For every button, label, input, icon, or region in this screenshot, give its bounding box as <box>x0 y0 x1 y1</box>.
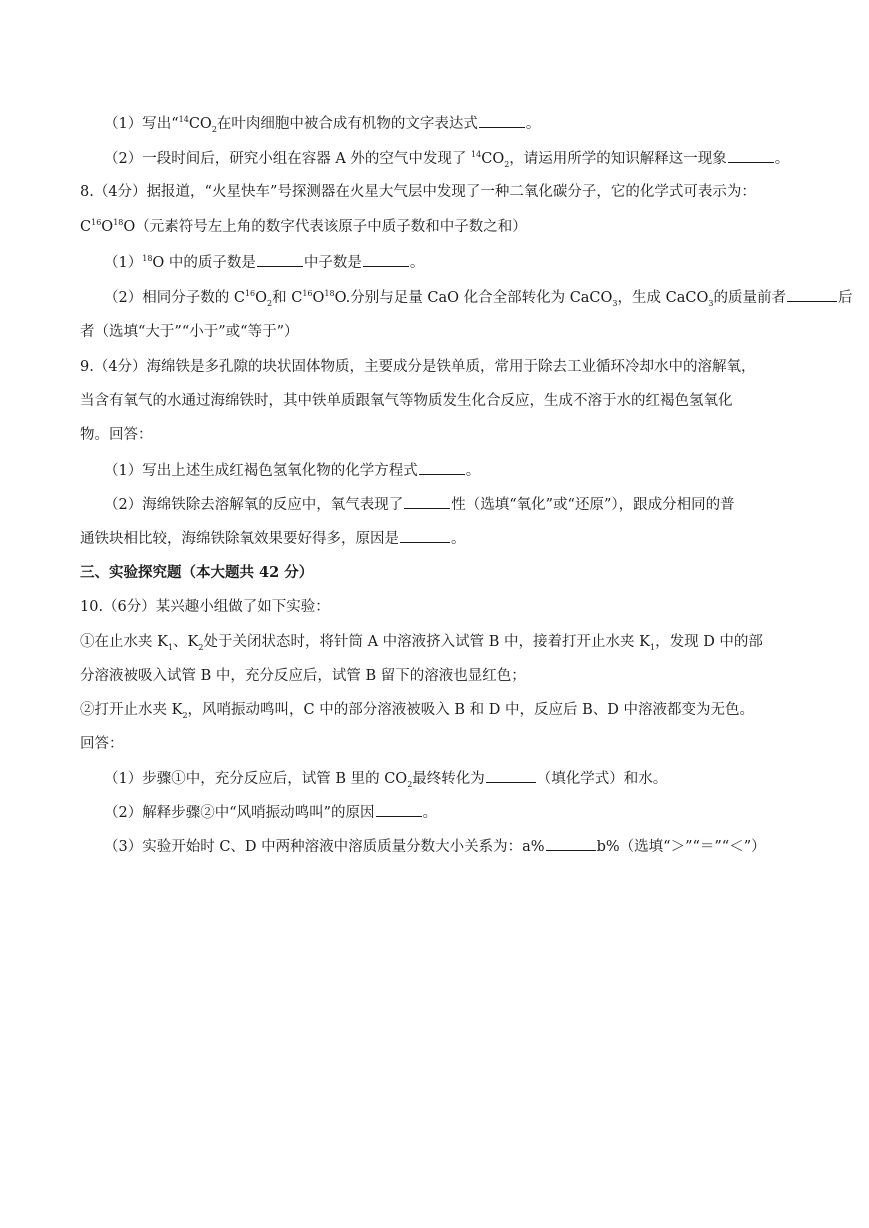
answer-blank[interactable] <box>419 460 465 475</box>
q8-stem-text: （元素符号左上角的数字代表该原子中质子数和中子数之和） <box>135 219 527 235</box>
q9-subquestion-1 <box>104 460 480 481</box>
formula-text: O <box>123 219 136 235</box>
formula-text: O <box>312 290 325 306</box>
q10-step1-text: 处于关闭状态时，将针筒 A 中溶液挤入试管 B 中，接着打开止水夹 K <box>203 634 650 650</box>
q10-step1-text: ，发现 D 中的部 <box>655 634 763 650</box>
formula-text: CO <box>188 116 212 132</box>
q9-s2-text: 通铁块相比较，海绵铁除氧效果要好得多，原因是 <box>80 531 399 547</box>
q8-s1-text: 中子数是 <box>303 255 362 271</box>
answer-blank[interactable] <box>400 528 450 543</box>
answer-blank[interactable] <box>546 836 596 851</box>
q9-s2-text: （2）海绵铁除去溶解氧的反应中，氧气表现了 <box>104 497 404 513</box>
answer-blank[interactable] <box>479 113 525 128</box>
q10-step2-text: ②打开止水夹 K <box>80 702 183 718</box>
q7-s1-text: （1）写出“ <box>104 116 179 132</box>
answer-blank[interactable] <box>486 768 536 783</box>
q8-s2-text: O.分别与足量 CaO 化合全部转化为 CaCO <box>334 290 613 306</box>
formula-subscript: 2 <box>211 124 217 134</box>
q8-s1-text: O 中的质子数是 <box>152 255 256 271</box>
formula-text: O <box>101 219 114 235</box>
q9-stem-line-1: 9.（4分）海绵铁是多孔隙的块状固体物质，主要成分是铁单质，常用于除去工业循环冷却水中的溶解氧， <box>80 359 756 375</box>
isotope-superscript: 16 <box>244 289 256 299</box>
q10-s2-text: （2）解释步骤②中“风哨振动鸣叫”的原因 <box>104 805 375 821</box>
q10-s3-text: （3）实验开始时 C、D 中两种溶液中溶质质量分数大小关系为：a% <box>104 839 545 855</box>
q10-step1-text: ①在止水夹 K <box>80 634 168 650</box>
answer-blank[interactable] <box>376 802 422 817</box>
isotope-superscript: 16 <box>302 289 313 299</box>
formula-text: O <box>255 290 268 306</box>
isotope-superscript: 16 <box>91 218 102 228</box>
formula-subscript: 2 <box>267 298 273 308</box>
q10-step-2 <box>80 700 754 720</box>
q9-subquestion-2 <box>104 494 735 515</box>
q10-s3-text: b%（选填“＞”“＝”“＜”） <box>596 839 766 855</box>
q7-subquestion-1 <box>104 113 540 134</box>
q7-subquestion-2 <box>104 148 789 169</box>
q8-subquestion-1 <box>104 252 424 273</box>
q8-s1-text: （1） <box>104 255 143 271</box>
q8-s2-text: 的质量前者 <box>713 290 786 306</box>
formula-subscript: 1 <box>167 642 174 652</box>
formula-text: C <box>80 219 92 235</box>
formula-subscript: 2 <box>504 159 510 169</box>
formula-subscript: 2 <box>198 642 204 652</box>
q8-s2-text: 和 C <box>272 290 303 306</box>
formula-subscript: 2 <box>182 710 188 720</box>
punctuation: 。 <box>422 805 438 821</box>
punctuation: 。 <box>465 463 481 479</box>
section-title: 三、实验探究题（本大题共 42 分） <box>80 564 314 581</box>
q10-step1-text: 、K <box>173 634 199 650</box>
q10-subquestion-1 <box>104 768 667 789</box>
q10-s1-text: （填化学式）和水。 <box>536 771 668 787</box>
q7-s2-text: ，请运用所学的知识解释这一现象 <box>509 151 727 167</box>
punctuation: 。 <box>774 151 790 167</box>
punctuation: 。 <box>451 531 466 547</box>
q10-step2-text: ，风哨振动鸣叫，C 中的部分溶液被吸入 B 和 D 中，反应后 B、D 中溶液都变为无色。 <box>187 702 754 718</box>
q8-s2-text: （2）相同分子数的 C <box>104 290 245 306</box>
q10-stem-line-1: 10.（6分）某兴趣小组做了如下实验： <box>80 599 330 615</box>
q7-s1-text: 在叶肉细胞中被合成有机物的文字表达式 <box>216 116 478 132</box>
isotope-superscript: 14 <box>471 150 482 160</box>
q10-s1-text: 最终转化为 <box>412 771 485 787</box>
q9-stem-line-3: 物。回答： <box>80 427 153 443</box>
q8-subquestion-2 <box>104 287 852 308</box>
formula-text: CO <box>481 151 505 167</box>
answer-blank[interactable] <box>257 252 303 267</box>
q8-s2-text: ，生成 CaCO <box>617 290 709 306</box>
q8-subquestion-2-line-2: 者（选填“大于”“小于”或“等于”） <box>80 324 299 340</box>
q9-s1-text: （1）写出上述生成红褐色氢氧化物的化学方程式 <box>104 463 418 479</box>
punctuation: 。 <box>525 116 541 132</box>
answer-blank[interactable] <box>787 287 837 302</box>
q10-step-1 <box>80 632 763 652</box>
isotope-superscript: 14 <box>178 115 189 125</box>
answer-blank[interactable] <box>728 148 774 163</box>
q8-stem-line-2 <box>80 217 527 237</box>
q7-s2-text: （2）一段时间后，研究小组在容器 A 外的空气中发现了 <box>104 151 472 167</box>
formula-subscript: 1 <box>650 642 656 652</box>
q9-subquestion-2-line-2 <box>80 528 466 549</box>
punctuation: 。 <box>409 255 425 271</box>
answer-blank[interactable] <box>404 494 450 509</box>
answer-blank[interactable] <box>363 252 409 267</box>
isotope-superscript: 18 <box>324 289 335 299</box>
q8-s2-text: 后 <box>837 290 853 306</box>
q9-stem-line-2: 当含有氧气的水通过海绵铁时，其中铁单质跟氧气等物质发生化合反应，生成不溶于水的红褐色氢氧化 <box>80 393 733 409</box>
q10-subquestion-2 <box>104 802 437 823</box>
isotope-superscript: 18 <box>142 254 153 264</box>
q9-s2-text: 性（选填“氧化”或“还原”），跟成分相同的普 <box>451 497 735 513</box>
q10-step-1-line-2: 分溶液被吸入试管 B 中，充分反应后，试管 B 留下的溶液也显红色； <box>80 668 526 684</box>
formula-subscript: 2 <box>407 779 413 789</box>
answer-label: 回答： <box>80 736 124 752</box>
q10-s1-text: （1）步骤①中，充分反应后，试管 B 里的 CO <box>104 771 408 787</box>
isotope-superscript: 18 <box>113 218 124 228</box>
formula-subscript: 3 <box>612 298 618 308</box>
q8-stem-line-1: 8.（4分）据报道，“火星快车”号探测器在火星大气层中发现了一种二氧化碳分子，它的化学式可表示为： <box>80 184 756 200</box>
q10-subquestion-3 <box>104 836 766 857</box>
formula-subscript: 3 <box>708 298 714 308</box>
